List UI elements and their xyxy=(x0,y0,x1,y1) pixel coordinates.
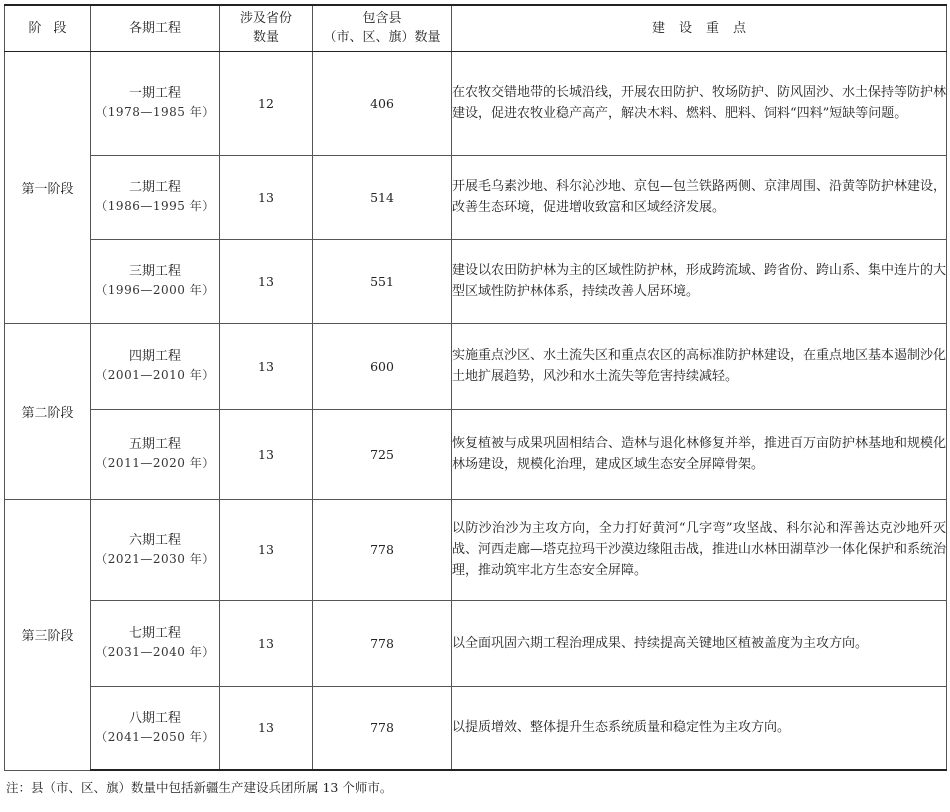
project-cell: 三期工程 （1996—2000 年） xyxy=(91,239,220,323)
stage-cell: 第一阶段 xyxy=(5,51,91,323)
counties-cell: 406 xyxy=(313,51,452,155)
counties-cell: 778 xyxy=(313,686,452,770)
table-row xyxy=(5,499,947,600)
project-cell: 七期工程 （2031—2040 年） xyxy=(91,600,220,686)
project-phases-table xyxy=(4,4,947,771)
stage-cell: 第二阶段 xyxy=(5,323,91,499)
project-cell: 八期工程 （2041—2050 年） xyxy=(91,686,220,770)
table-row xyxy=(5,239,947,323)
project-cell: 二期工程 （1986—1995 年） xyxy=(91,155,220,239)
counties-cell: 778 xyxy=(313,600,452,686)
project-cell: 六期工程 （2021—2030 年） xyxy=(91,499,220,600)
focus-cell: 开展毛乌素沙地、科尔沁沙地、京包—包兰铁路两侧、京津周围、沿黄等防护林建设，改善生态环境，促进增收致富和区域经济发展。 xyxy=(452,155,947,239)
focus-cell: 以防沙治沙为主攻方向，全力打好黄河“几字弯”攻坚战、科尔沁和浑善达克沙地歼灭战、河西走廊—塔克拉玛干沙漠边缘阻击战，推进山水林田湖草沙一体化保护和系统治理，推动筑牢北方生态安全屏障。 xyxy=(452,499,947,600)
provinces-cell: 12 xyxy=(220,51,313,155)
table-row xyxy=(5,51,947,155)
focus-cell: 建设以农田防护林为主的区域性防护林，形成跨流域、跨省份、跨山系、集中连片的大型区域性防护林体系，持续改善人居环境。 xyxy=(452,239,947,323)
header-counties: 包含县 （市、区、旗）数量 xyxy=(313,5,452,51)
focus-cell: 以全面巩固六期工程治理成果、持续提高关键地区植被盖度为主攻方向。 xyxy=(452,600,947,686)
table-row xyxy=(5,409,947,499)
table-row xyxy=(5,155,947,239)
focus-cell: 以提质增效、整体提升生态系统质量和稳定性为主攻方向。 xyxy=(452,686,947,770)
project-cell: 一期工程 （1978—1985 年） xyxy=(91,51,220,155)
provinces-cell: 13 xyxy=(220,155,313,239)
header-stage: 阶段 xyxy=(5,5,91,51)
provinces-cell: 13 xyxy=(220,499,313,600)
project-cell: 五期工程 （2011—2020 年） xyxy=(91,409,220,499)
table-row xyxy=(5,686,947,770)
project-cell: 四期工程 （2001—2010 年） xyxy=(91,323,220,409)
focus-cell: 实施重点沙区、水土流失区和重点农区的高标准防护林建设，在重点地区基本遏制沙化土地扩展趋势，风沙和水土流失等危害持续减轻。 xyxy=(452,323,947,409)
table-row xyxy=(5,323,947,409)
provinces-cell: 13 xyxy=(220,686,313,770)
provinces-cell: 13 xyxy=(220,323,313,409)
focus-cell: 恢复植被与成果巩固相结合、造林与退化林修复并举，推进百万亩防护林基地和规模化林场建设，规模化治理，建成区域生态安全屏障骨架。 xyxy=(452,409,947,499)
counties-cell: 725 xyxy=(313,409,452,499)
stage-cell: 第三阶段 xyxy=(5,499,91,770)
provinces-cell: 13 xyxy=(220,409,313,499)
table-header-row xyxy=(5,5,947,51)
counties-cell: 514 xyxy=(313,155,452,239)
provinces-cell: 13 xyxy=(220,600,313,686)
table-row xyxy=(5,600,947,686)
counties-cell: 551 xyxy=(313,239,452,323)
counties-cell: 600 xyxy=(313,323,452,409)
header-focus: 建设重点 xyxy=(452,5,947,51)
provinces-cell: 13 xyxy=(220,239,313,323)
counties-cell: 778 xyxy=(313,499,452,600)
header-project: 各期工程 xyxy=(91,5,220,51)
header-provinces: 涉及省份 数量 xyxy=(220,5,313,51)
table-footnote: 注：县（市、区、旗）数量中包括新疆生产建设兵团所属 13 个师市。 xyxy=(6,780,393,795)
focus-cell: 在农牧交错地带的长城沿线，开展农田防护、牧场防护、防风固沙、水土保持等防护林建设，促进农牧业稳产高产，解决木料、燃料、肥料、饲料“四料”短缺等问题。 xyxy=(452,51,947,155)
